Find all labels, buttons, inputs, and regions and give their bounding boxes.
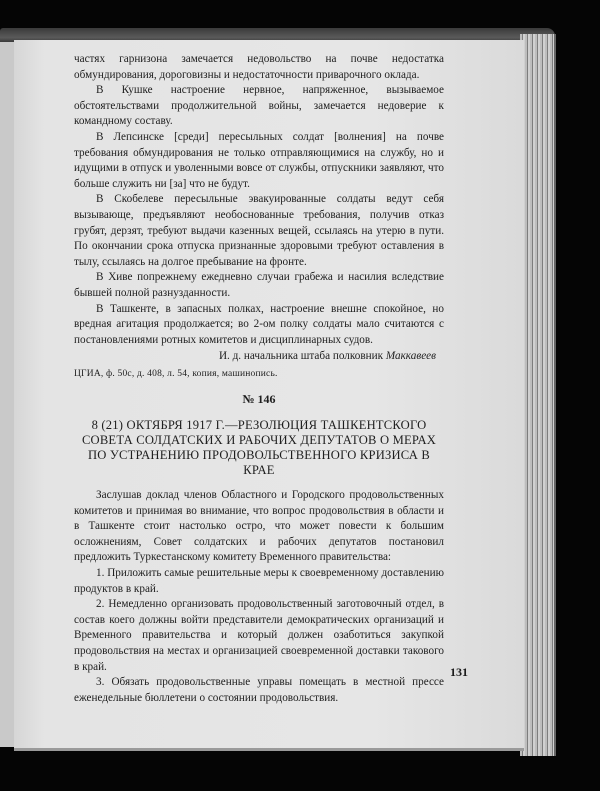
document-number: № 146 [242, 392, 276, 407]
resolution-item: 3. Обязать продовольственные управы помещать в местной прессе еженедельные бюллетени о состоянии продовольствия. [74, 676, 444, 704]
page-content [74, 52, 444, 706]
archive-source-reference: ЦГИА, ф. 50с, д. 408, л. 54, копия, машинопись. [74, 368, 278, 379]
page-number: 131 [450, 665, 468, 679]
resolution-item: 2. Немедленно организовать продовольственный заготовочный отдел, в состав коего должны войти представители демократических организаций и Временного правительства и который должен озаботиться закупкой продовольствия на местах и организацией своевременной доставки такового в край. [74, 598, 444, 673]
paragraph-skobelev: В Скобелеве пересыльные эвакуированные солдаты ведут себя вызывающе, предъявляют необоснованные требования, получив отказ грубят, дерзят, требуют выдачи казенных вещей, ссылаясь на утерю в пути. По окончании срока отпуска признанные здоровыми требуют оставления в тылу, ссылаясь на долгое пребывание на фронте. [74, 193, 444, 268]
left-page-edge [0, 42, 15, 747]
resolution-item: 1. Приложить самые решительные меры к своевременному доставлению продуктов в край. [74, 567, 444, 595]
paragraph-tashkent: В Ташкенте, в запасных полках, настроение внешне спокойное, но вредная агитация продолжается; во 2-ом полку солдаты мало считаются с постановлениями ротных комитетов и дисциплинарных судов. [74, 302, 444, 346]
paragraph-khiva: В Хиве попрежнему ежедневно случаи грабежа и насилия вследствие бывшей полной разнузданности. [74, 271, 444, 299]
paragraph-lepsinsk: В Лепсинске [среди] пересыльных солдат [волнения] на почве требования обмундирования не только отправляющимися на службу, но и идущими в отпуск и уволенными вовсе от службы, отпускники заявляют, что больше служить ни [за] что не будут. [74, 130, 444, 190]
resolution-preamble: Заслушав доклад членов Областного и Городского продовольственных комитетов и принимая во внимание, что вопрос продовольствия в области и в Ташкенте стоит настолько остро, что может повести к большим осложнениям, Совет солдатских и рабочих депутатов постановил предложить Туркестанскому комитету Временного правительства: [74, 489, 444, 564]
document-heading: 8 (21) ОКТЯБРЯ 1917 Г.—РЕЗОЛЮЦИЯ ТАШКЕНТСКОГО СОВЕТА СОЛДАТСКИХ И РАБОЧИХ ДЕПУТАТОВ О МЕРАХ ПО УСТРАНЕНИЮ ПРОДОВОЛЬСТВЕННОГО КРИЗИСА В КРАЕ [81, 418, 437, 478]
continuation-paragraph: частях гарнизона замечается недовольство на почве недостатка обмундирования, дороговизны и недостаточности приварочного оклада. [74, 53, 444, 81]
signature-name: Маккавеев [385, 350, 436, 363]
resolution-list [74, 566, 444, 706]
signature-title: И. д. начальника штаба полковник [218, 350, 384, 363]
signature [74, 349, 444, 365]
page-stack-edges [520, 34, 556, 756]
paragraph-kushka: В Кушке настроение нервное, напряженное, вызываемое обстоятельствами продолжительной войны, замечается недоверие к командному составу. [74, 84, 444, 128]
